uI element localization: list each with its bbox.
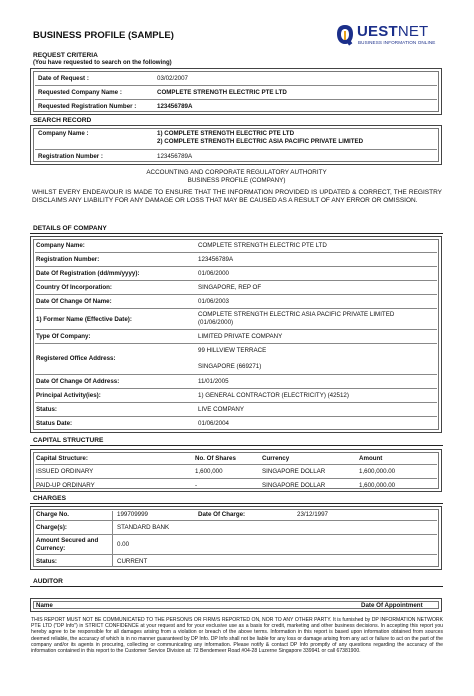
capital-heading: CAPITAL STRUCTURE (33, 437, 104, 444)
capital-row-1-currency: SINGAPORE DOLLAR (262, 468, 326, 475)
capital-col-type: Capital Structure: (36, 455, 88, 462)
chargees-label: Charge(s): (36, 524, 67, 531)
charges-box (30, 506, 442, 570)
capital-row-1-type: ISSUED ORDINARY (36, 468, 94, 475)
registry-disclaimer: WHILST EVERY ENDEAVOUR IS MADE TO ENSURE THAT THE INFORMATION PROVIDED IS UPDATED & CORRECT, THE REGISTRY DISCLAIMS ANY LIABILITY FOR ANY DAMAGE OR LOSS THAT MAY BE CAUSED AS A RESULT OF ANY ERROR OR OMISSION. (32, 189, 442, 205)
amount-secured-label: Amount Secured and (36, 537, 99, 544)
search-company-value-2: 2) COMPLETE STRENGTH ELECTRIC ASIA PACIFIC PRIVATE LIMITED (157, 138, 364, 145)
search-company-label: Company Name : (38, 130, 89, 137)
charge-no-label: Charge No. (36, 511, 70, 518)
auditor-heading: AUDITOR (33, 578, 63, 585)
detail-country-label: Country Of Incorporation: (36, 284, 112, 291)
charge-status-label: Status: (36, 558, 57, 565)
capital-row-2-type: PAID-UP ORDINARY (36, 482, 95, 489)
detail-name-change-value: 01/06/2003 (198, 298, 229, 305)
date-of-request-value: 03/02/2007 (157, 75, 188, 82)
capital-row-2-currency: SINGAPORE DOLLAR (262, 482, 326, 489)
charge-date-value: 23/12/1997 (297, 511, 328, 518)
charge-no-value: 199709999 (117, 511, 148, 518)
capital-row-2-amount: 1,600,000.00 (359, 482, 396, 489)
capital-row-1-amount: 1,600,000.00 (359, 468, 396, 475)
capital-col-shares: No. Of Shares (195, 455, 236, 462)
auditor-table (30, 598, 442, 612)
capital-col-currency: Currency (262, 455, 290, 462)
capital-row-2-shares: - (195, 482, 198, 489)
profile-type: BUSINESS PROFILE (COMPANY) (187, 177, 286, 184)
detail-name-change-label: Date Of Change Of Name: (36, 298, 112, 305)
detail-registration-date-label: Date Of Registration (dd/mm/yyyy): (36, 270, 140, 277)
detail-office-address-street: 99 HILLVIEW TERRACE (198, 347, 267, 354)
detail-status-label: Status: (36, 406, 57, 413)
detail-status-value: LIVE COMPANY (198, 406, 244, 413)
request-criteria-subheading: (You have requested to search on the following) (33, 59, 172, 66)
detail-company-name-label: Company Name: (36, 242, 85, 249)
auditor-date-label: Date Of Appointment (361, 602, 423, 609)
request-criteria-heading: REQUEST CRITERIA (33, 52, 98, 59)
detail-status-date-value: 01/06/2004 (198, 420, 229, 427)
detail-company-name-value: COMPLETE STRENGTH ELECTRIC PTE LTD (198, 242, 327, 249)
detail-registration-value: 123456789A (198, 256, 234, 263)
questnet-logo (336, 22, 448, 50)
document-title: BUSINESS PROFILE (SAMPLE) (33, 30, 174, 41)
search-registration-value: 123456789A (157, 153, 193, 160)
search-record-heading: SEARCH RECORD (33, 117, 92, 124)
authority-name: ACCOUNTING AND CORPORATE REGULATORY AUTHORITY (146, 169, 327, 176)
requested-registration-label: Requested Registration Number : (38, 103, 137, 110)
details-heading: DETAILS OF COMPANY (33, 225, 107, 232)
charge-date-label: Date Of Charge: (198, 511, 246, 518)
company-details-box (30, 236, 442, 433)
request-criteria-box (30, 68, 442, 115)
detail-country-value: SINGAPORE, REP OF (198, 284, 262, 291)
amount-currency-label: Currency: (36, 545, 66, 552)
capital-row-1-shares: 1,600,000 (195, 468, 223, 475)
search-record-box (30, 125, 442, 165)
detail-office-address-city: SINGAPORE (669271) (198, 363, 262, 370)
detail-former-name-value: COMPLETE STRENGTH ELECTRIC ASIA PACIFIC PRIVATE LIMITED (198, 311, 395, 318)
capital-col-amount: Amount (359, 455, 383, 462)
detail-activity-label: Principal Activity(ies): (36, 392, 101, 399)
capital-structure-table (30, 449, 442, 492)
charge-status-value: CURRENT (117, 558, 148, 565)
detail-company-type-label: Type Of Company: (36, 333, 91, 340)
detail-office-address-label: Registered Office Address: (36, 355, 116, 362)
amount-secured-value: 0.00 (117, 541, 130, 548)
requested-company-label: Requested Company Name : (38, 89, 122, 96)
detail-address-change-label: Date Of Change Of Address: (36, 378, 120, 385)
detail-address-change-value: 11/01/2005 (198, 378, 229, 385)
chargees-value: STANDARD BANK (117, 524, 170, 531)
logo-wordmark: UESTNET (357, 23, 429, 40)
requested-registration-value: 123456789A (157, 103, 193, 110)
detail-former-name-date: (01/06/2000) (198, 319, 234, 326)
auditor-name-label: Name (36, 602, 53, 609)
logo-mark-icon (336, 24, 354, 46)
requested-company-value: COMPLETE STRENGTH ELECTRIC PTE LTD (157, 89, 287, 96)
confidentiality-footer: THIS REPORT MUST NOT BE COMMUNICATED TO THE PERSON/S OR FIRM/S REPORTED ON, NOR TO ANY OTHER PARTY. It is furnished by DP INFORMATION NETWORK PTE LTD ("DP Info") in STRICT CONFIDENCE at your request and for your exclusive use as a basis for credit, marketing and other business decisions. In accepting this report you hereby agree to be responsible for all damages arising from a violation or breach of the above terms. Information in this report is based upon information obtained from sources deemed reliable, the accuracy of which is in no manner guaranteed by DP Info. DP Info shall not be liable for any loss or damage arising from any act or failure to act on the part of the company and/or its agents in procuring, collecting or communicating any information. Please notify & contact DP Info promptly of any questions regarding the accuracy of the information contained in this report to the Customer Service Division at: 72 Bendemeer Road #04-28 Luzerne Singapore 339941 or call 67381900. (31, 617, 443, 655)
detail-registration-label: Registration Number: (36, 256, 100, 263)
charges-heading: CHARGES (33, 495, 66, 502)
detail-status-date-label: Status Date: (36, 420, 73, 427)
date-of-request-label: Date of Request : (38, 75, 89, 82)
detail-company-type-value: LIMITED PRIVATE COMPANY (198, 333, 283, 340)
detail-activity-value: 1) GENERAL CONTRACTOR (ELECTRICITY) (42512) (198, 392, 349, 399)
detail-registration-date-value: 01/06/2000 (198, 270, 229, 277)
logo-tagline: BUSINESS INFORMATION ONLINE (358, 40, 436, 45)
search-registration-label: Registration Number : (38, 153, 103, 160)
search-company-value-1: 1) COMPLETE STRENGTH ELECTRIC PTE LTD (157, 130, 295, 137)
detail-former-name-label: 1) Former Name (Effective Date): (36, 316, 132, 323)
